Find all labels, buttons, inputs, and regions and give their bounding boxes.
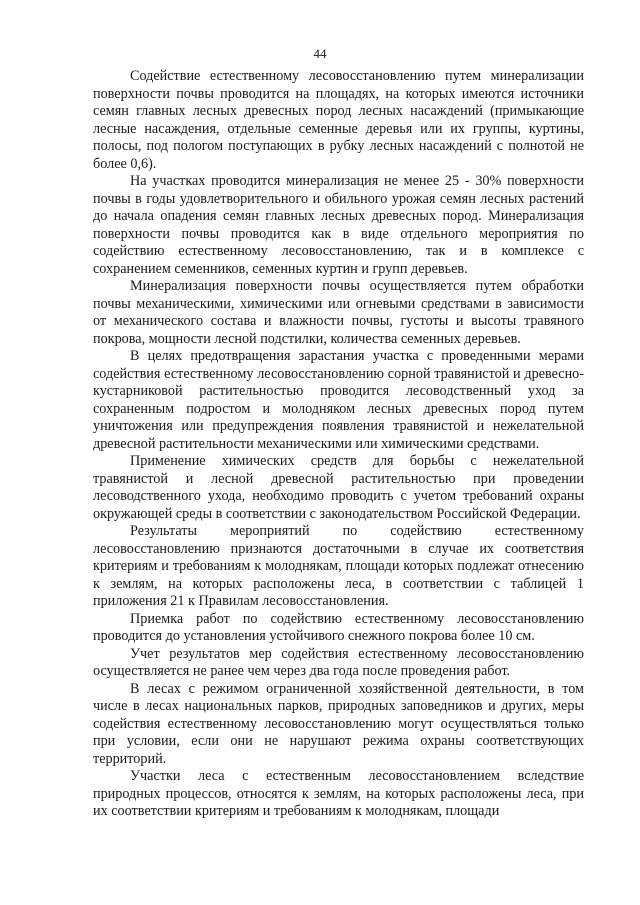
- paragraph-10: Участки леса с естественным лесовосстановлением вследствие природных процессов, относятся к землям, на которых расположены леса, при их соответствии критериям и требованиям к молоднякам, площади: [93, 768, 584, 819]
- paragraph-2: На участках проводится минерализация не менее 25 - 30% поверхности почвы в годы удовлетворительного и обильного урожая семян лесных растений до начала опадения семян главных лесных древесных пород. Минерализация поверхности почвы проводится как в виде отдельного мероприятия по содействию естественному лесовосстановлению, так и в комплексе с сохранением семенников, семенных куртин и групп деревьев.: [93, 173, 584, 277]
- page-number: 44: [313, 46, 327, 61]
- paragraph-3: Минерализация поверхности почвы осуществляется путем обработки почвы механическими, химическими или огневыми средствами в зависимости от механического состава и влажности почвы, густоты и высоты травяного покрова, мощности лесной подстилки, количества семенных деревьев.: [93, 278, 584, 347]
- paragraph-8: Учет результатов мер содействия естественному лесовосстановлению осуществляется не ранее чем через два года после проведения работ.: [93, 645, 584, 679]
- document-body: [93, 68, 584, 821]
- paragraph-1: Содействие естественному лесовосстановлению путем минерализации поверхности почвы проводится на площадях, на которых имеются источники семян главных лесных древесных пород лесных насаждений (примыкающие лесные насаждения, отдельные семенные деревья или их группы, куртины, полосы, под пологом поступающих в рубку лесных насаждений с полнотой не более 0,6).: [93, 68, 584, 172]
- paragraph-7: Приемка работ по содействию естественному лесовосстановлению проводится до установления устойчивого снежного покрова более 10 см.: [93, 610, 584, 644]
- paragraph-6: Результаты мероприятий по содействию естественному лесовосстановлению признаются достаточными в случае их соответствия критериям и требованиям к молоднякам, площади которых подлежат отнесению к землям, на которых расположены леса, в соответствии с таблицей 1 приложения 21 к Правилам лесовосстановления.: [93, 523, 584, 609]
- paragraph-4: В целях предотвращения зарастания участка с проведенными мерами содействия естественному лесовосстановлению сорной травянистой и древесно-кустарниковой растительностью проводится лесоводственный уход за сохраненным подростом и молодняком лесных древесных пород путем уничтожения или предупреждения появления травянистой и нежелательной древесной растительности механическими или химическими средствами.: [93, 348, 584, 452]
- paragraph-5: Применение химических средств для борьбы с нежелательной травянистой и лесной древесной растительностью при проведении лесоводственного ухода, необходимо проводить с учетом требований охраны окружающей среды в соответствии с законодательством Российской Федерации.: [93, 453, 584, 522]
- paragraph-9: В лесах с режимом ограниченной хозяйственной деятельности, в том числе в лесах национальных парков, природных заповедников и других, меры содействия естественному лесовосстановлению могут осуществляться только при условии, если они не нарушают режима охраны соответствующих территорий.: [93, 680, 584, 767]
